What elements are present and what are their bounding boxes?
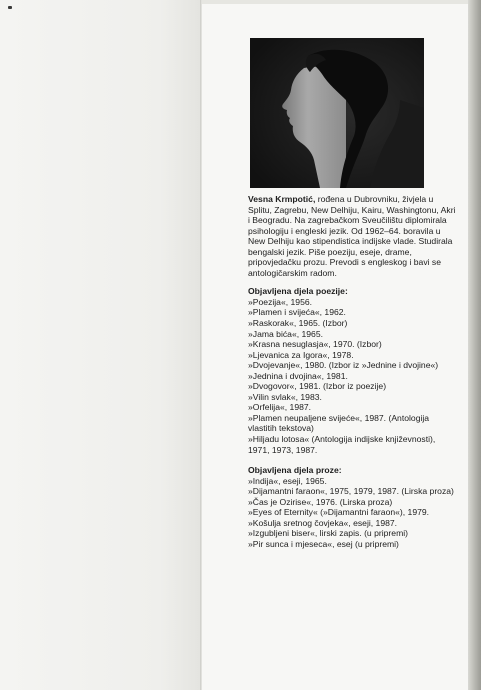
poetry-item: »Orfelija«, 1987. <box>248 402 312 413</box>
author-name: Vesna Krmpotić, <box>248 194 316 204</box>
author-bio-text: rođena u Dubrovniku, živjela u Splitu, Zagrebu, New Delhiju, Kairu, Washingtonu, Akri i Beogradu. Na zagrebačkom Sveučilištu diplomirala psihologiju i engleski jezik. Od 1962–64. boravila u New Delhiju kao stipendistica indijske vlade. Studirala bengalski jezik. Piše poeziju, eseje, drame, pripovjedačku prozu. Prevodi s engleskog i bavi se antologičarskim radom. <box>248 194 456 278</box>
poetry-section-title: Objavljena djela poezije: <box>248 286 348 297</box>
poetry-item: »Ljevanica za Igora«, 1978. <box>248 349 354 360</box>
poetry-item: »Poezija«, 1956. <box>248 296 313 307</box>
flap-text <box>248 194 458 550</box>
prose-section-title: Objavljena djela proze: <box>248 465 342 476</box>
top-strip <box>202 0 468 4</box>
poetry-item: »Plamen i svijeća«, 1962. <box>248 307 346 318</box>
prose-item: »Indija«, eseji, 1965. <box>248 475 327 486</box>
poetry-item: »Dvojevanje«, 1980. (Izbor iz »Jednine i dvojine«) <box>248 360 439 371</box>
poetry-item: »Jama bića«, 1965. <box>248 328 324 339</box>
poetry-list <box>248 297 458 455</box>
book-edge <box>468 0 481 690</box>
prose-list <box>248 476 458 550</box>
poetry-item: »Dvogovor«, 1981. (Izbor iz poezije) <box>248 381 387 392</box>
section-gap <box>248 455 458 465</box>
author-bio <box>248 194 458 278</box>
poetry-item: »Hiljadu lotosa« (Antologija indijske književnosti), 1971, 1973, 1987. <box>248 434 436 455</box>
author-portrait <box>250 38 424 188</box>
prose-item: »Košulja sretnog čovjeka«, eseji, 1987. <box>248 517 398 528</box>
portrait-silhouette <box>250 38 424 188</box>
back-flap-left <box>0 0 200 690</box>
print-mark <box>8 6 12 9</box>
poetry-item: »Plamen neupaljene svijeće«, 1987. (Antologija vlastitih tekstova) <box>248 412 430 434</box>
prose-item: »Čas je Ozirise«, 1976. (Lirska proza) <box>248 496 393 507</box>
prose-item: »Dijamantni faraon«, 1975, 1979, 1987. (Lirska proza) <box>248 486 454 497</box>
poetry-item: »Vilin svlak«, 1983. <box>248 391 322 402</box>
prose-item: »Eyes of Eternity« (»Dijamantni faraon«), 1979. <box>248 507 430 518</box>
prose-item: »Izgubljeni biser«, lirski zapis. (u pripremi) <box>248 528 408 539</box>
poetry-item: »Raskorak«, 1965. (Izbor) <box>248 318 348 329</box>
prose-item: »Pir sunca i mjeseca«, esej (u pripremi) <box>248 538 399 549</box>
poetry-item: »Jednina i dvojina«, 1981. <box>248 370 348 381</box>
poetry-item: »Krasna nesuglasja«, 1970. (Izbor) <box>248 339 382 350</box>
